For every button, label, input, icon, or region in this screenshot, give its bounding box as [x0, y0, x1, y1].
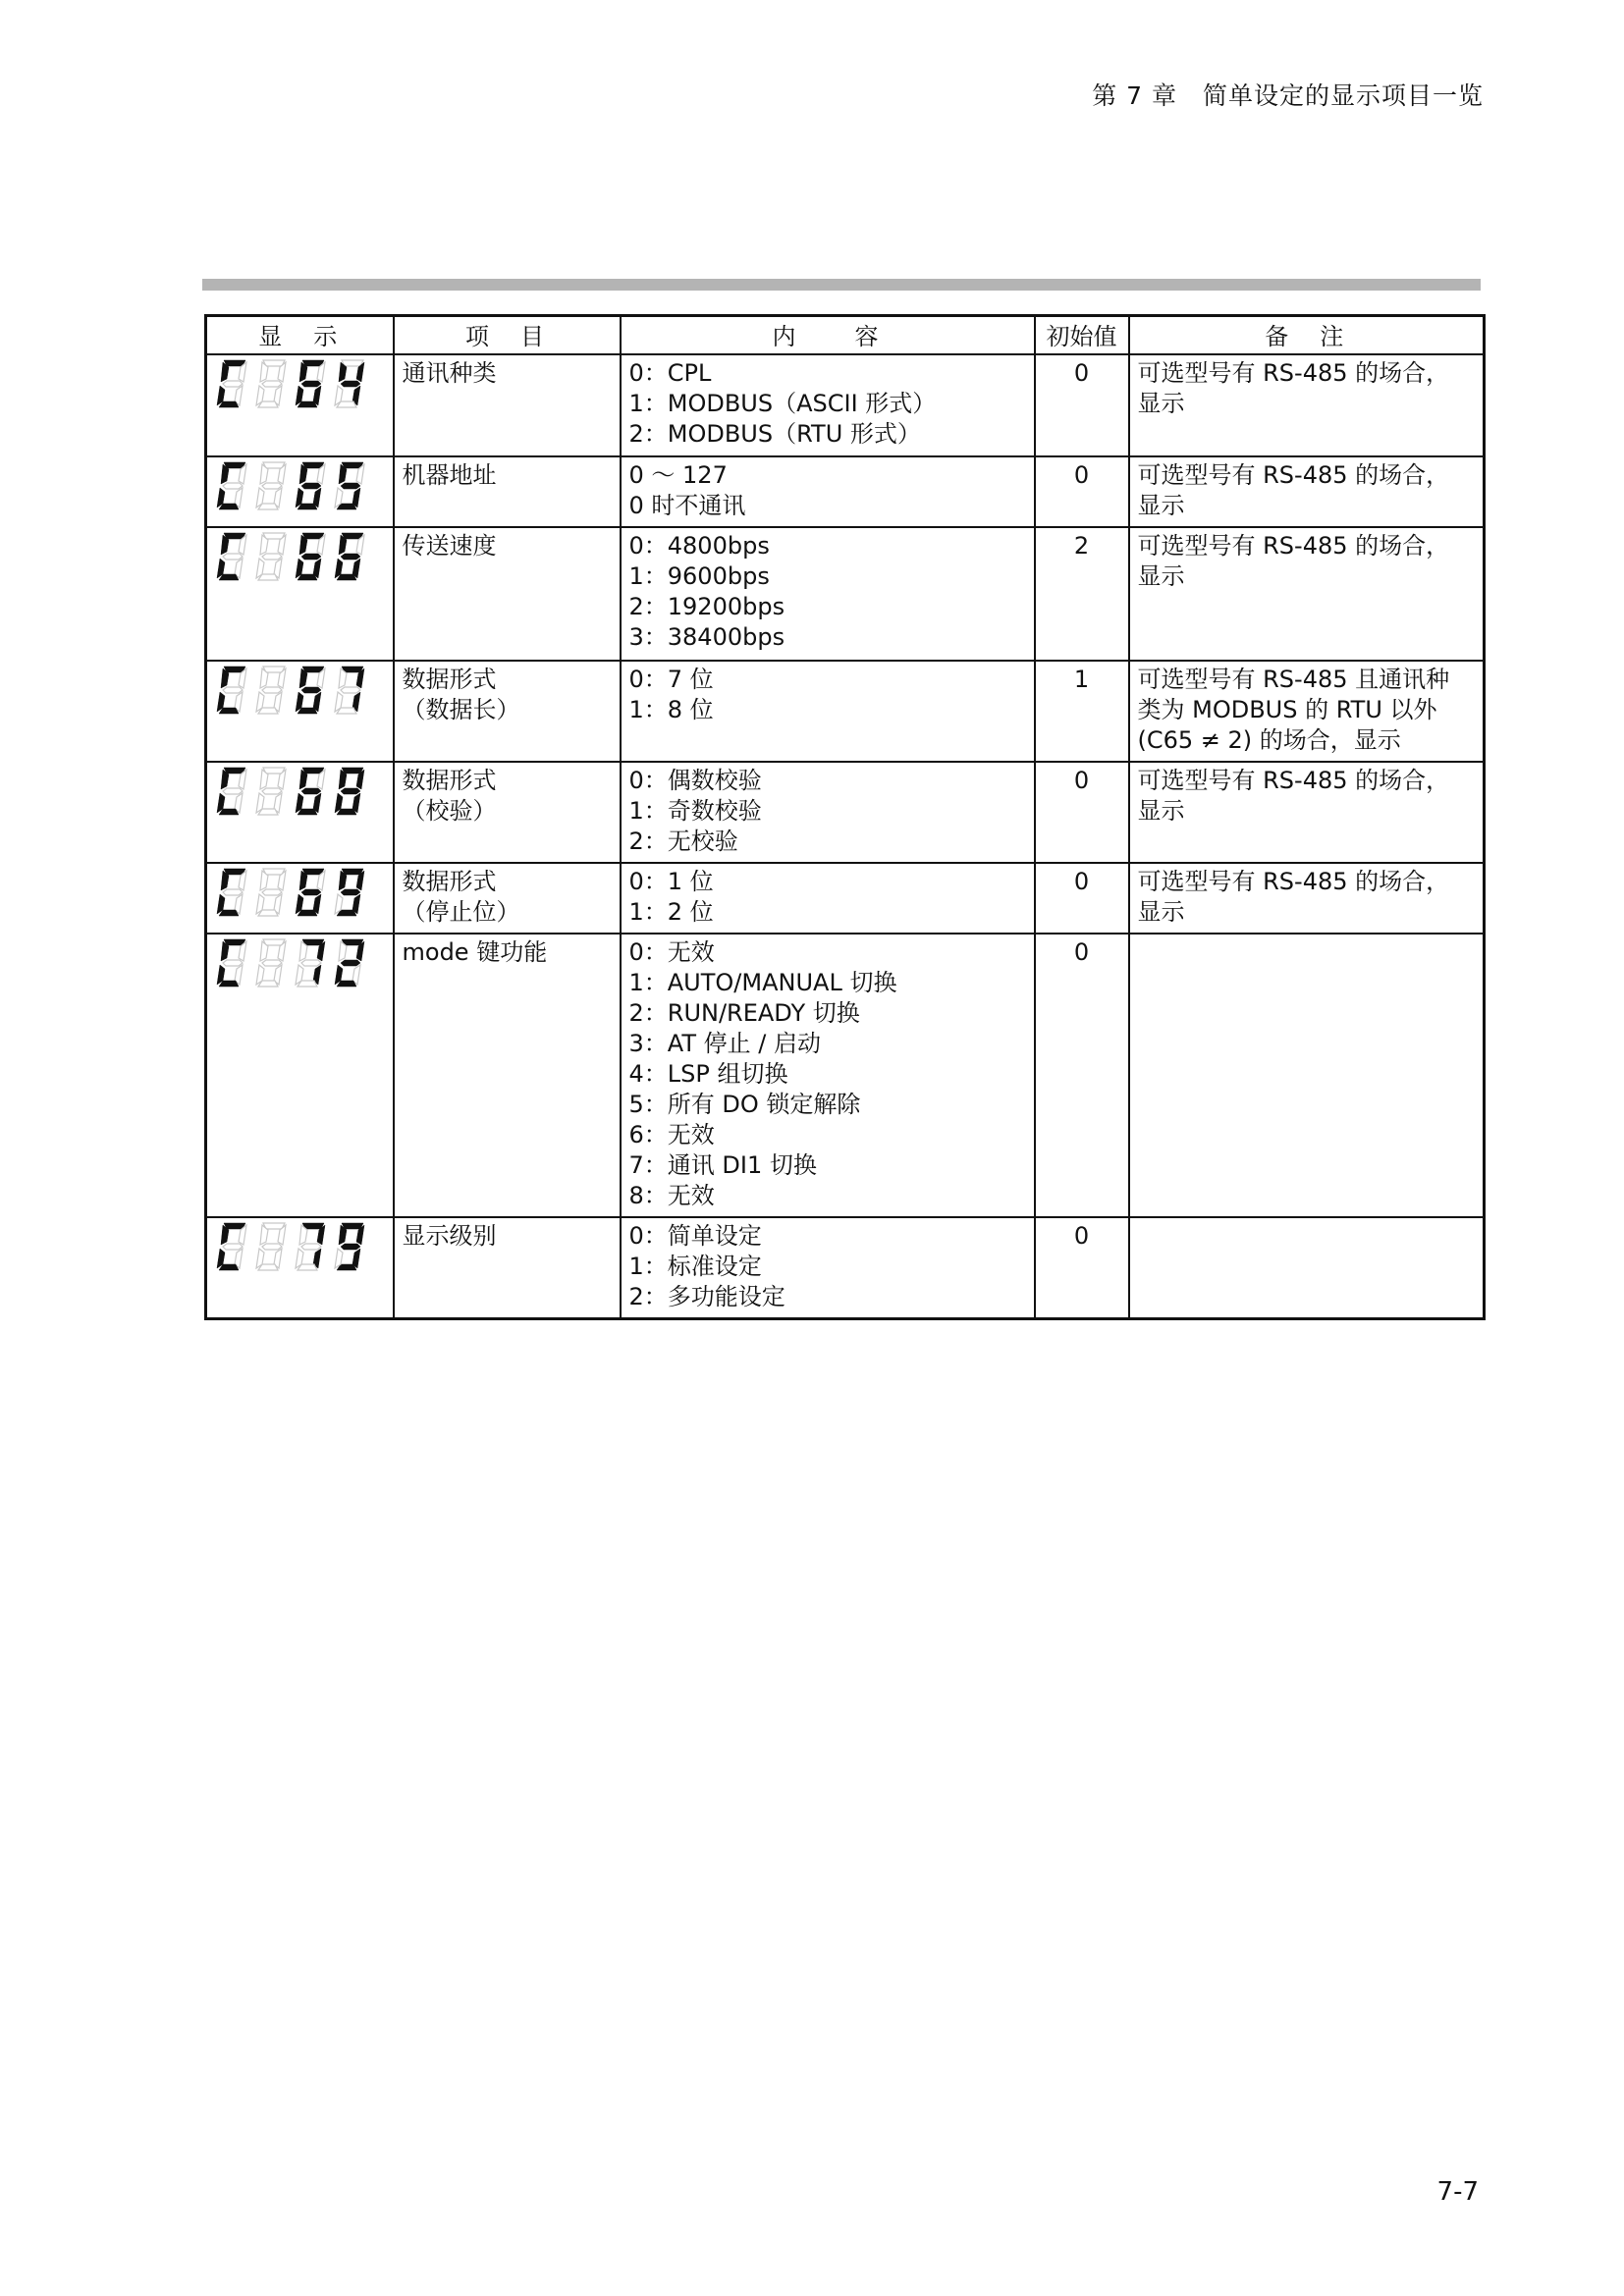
content-line: 0：偶数校验 [628, 767, 762, 794]
segment-digit [333, 358, 368, 409]
notes-cell [1129, 1217, 1485, 1319]
content-cell [621, 934, 1035, 1217]
content-line: 2：MODBUS（RTU 形式） [628, 420, 921, 448]
item-line: （校验） [402, 797, 497, 825]
notes-line: 显示 [1137, 390, 1185, 417]
segment-display [215, 460, 385, 511]
notes-line: 类为 MODBUS 的 RTU 以外 [1137, 696, 1437, 723]
item-line: 数据形式 [402, 666, 497, 693]
item-cell [394, 1217, 621, 1319]
content-line: 2：无校验 [628, 828, 738, 855]
content-line: 2：RUN/READY 切换 [628, 999, 860, 1027]
content-line: 1：标准设定 [628, 1253, 762, 1280]
notes-line: 显示 [1137, 898, 1185, 926]
content-line: 4：LSP 组切换 [628, 1060, 788, 1088]
header-content: 内 容 [621, 316, 1035, 355]
segment-g [301, 381, 321, 387]
segment-display [215, 531, 385, 582]
segment-digit [215, 358, 250, 409]
initial-value-cell: 0 [1035, 354, 1129, 456]
segment-digit [333, 867, 368, 918]
initial-value-cell: 0 [1035, 1217, 1129, 1319]
content-line: 1：AUTO/MANUAL 切换 [628, 969, 897, 996]
item-cell [394, 934, 621, 1217]
table-header-row [206, 316, 1485, 355]
segment-g [341, 483, 360, 489]
table-row [206, 863, 1485, 934]
content-line: 1：MODBUS（ASCII 形式） [628, 390, 937, 417]
display-code-cell [206, 934, 394, 1217]
display-code-cell [206, 456, 394, 527]
notes-line: 可选型号有 RS-485 的场合， [1137, 532, 1450, 560]
notes-line: 显示 [1137, 492, 1185, 519]
segment-display [215, 867, 385, 918]
parameter-table [204, 314, 1486, 1320]
notes-cell [1129, 934, 1485, 1217]
segment-digit-blank [254, 766, 290, 817]
item-cell [394, 527, 621, 661]
segment-g [223, 960, 243, 966]
segment-digit-blank [254, 937, 290, 988]
segment-digit [333, 937, 368, 988]
segment-digit [215, 937, 250, 988]
segment-display [215, 766, 385, 817]
display-code-cell [206, 354, 394, 456]
segment-a [342, 1223, 363, 1229]
item-cell [394, 863, 621, 934]
segment-g [223, 687, 243, 693]
segment-digit [294, 867, 329, 918]
item-line: 数据形式 [402, 868, 497, 895]
content-line: 0：1 位 [628, 868, 714, 895]
content-line: 0：4800bps [628, 532, 770, 560]
segment-g [301, 687, 321, 693]
content-line: 1：8 位 [628, 696, 714, 723]
table-row [206, 934, 1485, 1217]
content-cell [621, 456, 1035, 527]
segment-digit-blank [254, 665, 290, 716]
notes-line: 可选型号有 RS-485 的场合， [1137, 359, 1450, 387]
notes-line: 显示 [1137, 797, 1185, 825]
segment-digit [215, 867, 250, 918]
item-line: 数据形式 [402, 767, 497, 794]
header-item: 项 目 [394, 316, 621, 355]
segment-g [301, 889, 321, 895]
notes-line: 可选型号有 RS-485 的场合， [1137, 461, 1450, 489]
table-row [206, 1217, 1485, 1319]
segment-g [341, 960, 360, 966]
display-code-cell [206, 1217, 394, 1319]
initial-value-cell: 0 [1035, 456, 1129, 527]
segment-digit [215, 766, 250, 817]
segment-digit [215, 531, 250, 582]
segment-digit-blank [254, 460, 290, 511]
segment-g [223, 483, 243, 489]
segment-g [223, 889, 243, 895]
content-line: 0：无效 [628, 938, 715, 966]
notes-cell [1129, 762, 1485, 863]
initial-value-cell: 0 [1035, 762, 1129, 863]
segment-display [215, 358, 385, 409]
notes-cell [1129, 661, 1485, 762]
segment-digit-blank [254, 358, 290, 409]
segment-g [262, 381, 282, 387]
table-row [206, 661, 1485, 762]
item-line: 显示级别 [402, 1222, 497, 1250]
item-cell [394, 762, 621, 863]
segment-g [301, 554, 321, 560]
table-row [206, 354, 1485, 456]
segment-digit [215, 460, 250, 511]
content-cell [621, 863, 1035, 934]
segment-digit [294, 358, 329, 409]
notes-line: 显示 [1137, 562, 1185, 590]
segment-digit [294, 460, 329, 511]
initial-value-cell: 2 [1035, 527, 1129, 661]
segment-digit [294, 665, 329, 716]
segment-a [342, 360, 363, 366]
notes-cell [1129, 354, 1485, 456]
segment-g [262, 889, 282, 895]
segment-digit [333, 460, 368, 511]
segment-digit-blank [254, 531, 290, 582]
segment-g [262, 483, 282, 489]
initial-value-cell: 1 [1035, 661, 1129, 762]
page-number: 7-7 [1436, 2177, 1479, 2207]
segment-g [301, 483, 321, 489]
notes-cell [1129, 527, 1485, 661]
segment-display [215, 937, 385, 988]
content-line: 6：无效 [628, 1121, 715, 1148]
segment-digit [333, 766, 368, 817]
segment-digit [333, 1221, 368, 1272]
content-line: 0：CPL [628, 359, 712, 387]
item-line: 机器地址 [402, 461, 497, 489]
segment-a [342, 869, 363, 875]
segment-digit [294, 531, 329, 582]
segment-digit-blank [254, 867, 290, 918]
segment-g [301, 788, 321, 794]
content-line: 0 时不通讯 [628, 492, 746, 519]
segment-digit [294, 766, 329, 817]
notes-cell [1129, 863, 1485, 934]
header-initial: 初始值 [1035, 316, 1129, 355]
content-line: 5：所有 DO 锁定解除 [628, 1091, 861, 1118]
notes-cell [1129, 456, 1485, 527]
segment-g [262, 788, 282, 794]
display-code-cell [206, 527, 394, 661]
table-row [206, 527, 1485, 661]
segment-g [341, 788, 360, 794]
content-line: 0：简单设定 [628, 1222, 762, 1250]
segment-g [262, 554, 282, 560]
content-line: 3：AT 停止 / 启动 [628, 1030, 821, 1057]
content-cell [621, 1217, 1035, 1319]
content-line: 3：38400bps [628, 623, 785, 651]
content-cell [621, 354, 1035, 456]
segment-g [223, 788, 243, 794]
notes-line: (C65 ≠ 2) 的场合，显示 [1137, 726, 1401, 754]
segment-digit [333, 531, 368, 582]
segment-g [341, 889, 360, 895]
segment-digit [294, 937, 329, 988]
segment-a [342, 768, 363, 774]
content-line: 1：奇数校验 [628, 797, 762, 825]
segment-digit [294, 1221, 329, 1272]
segment-digit-blank [254, 1221, 290, 1272]
initial-value-cell: 0 [1035, 863, 1129, 934]
table-row [206, 762, 1485, 863]
content-line: 7：通讯 DI1 切换 [628, 1151, 817, 1179]
content-line: 8：无效 [628, 1182, 715, 1209]
segment-digit [215, 665, 250, 716]
display-code-cell [206, 863, 394, 934]
header-display: 显 示 [206, 316, 394, 355]
segment-digit [215, 1221, 250, 1272]
content-cell [621, 661, 1035, 762]
item-line: mode 键功能 [402, 938, 548, 966]
segment-digit [333, 665, 368, 716]
segment-g [341, 687, 360, 693]
item-cell [394, 456, 621, 527]
notes-line: 可选型号有 RS-485 的场合， [1137, 868, 1450, 895]
content-line: 1：9600bps [628, 562, 770, 590]
segment-g [223, 381, 243, 387]
segment-g [223, 1244, 243, 1250]
content-cell [621, 762, 1035, 863]
header-notes: 备 注 [1129, 316, 1485, 355]
chapter-header: 第 7 章 简单设定的显示项目一览 [1092, 81, 1484, 110]
segment-display [215, 665, 385, 716]
item-cell [394, 661, 621, 762]
segment-g [262, 1244, 282, 1250]
content-line: 1：2 位 [628, 898, 714, 926]
section-rule [202, 279, 1481, 291]
content-line: 0 ～ 127 [628, 461, 728, 489]
item-line: （数据长） [402, 696, 520, 723]
content-cell [621, 527, 1035, 661]
segment-g [341, 381, 360, 387]
content-line: 2：多功能设定 [628, 1283, 785, 1310]
initial-value-cell: 0 [1035, 934, 1129, 1217]
segment-g [301, 1244, 321, 1250]
item-line: 通讯种类 [402, 359, 497, 387]
segment-g [262, 687, 282, 693]
segment-g [301, 960, 321, 966]
segment-g [341, 1244, 360, 1250]
segment-g [262, 960, 282, 966]
segment-g [341, 554, 360, 560]
item-line: （停止位） [402, 898, 520, 926]
notes-line: 可选型号有 RS-485 且通讯种 [1137, 666, 1450, 693]
table-row [206, 456, 1485, 527]
content-line: 2：19200bps [628, 593, 785, 620]
item-cell [394, 354, 621, 456]
item-line: 传送速度 [402, 532, 497, 560]
content-line: 0：7 位 [628, 666, 714, 693]
display-code-cell [206, 762, 394, 863]
notes-line: 可选型号有 RS-485 的场合， [1137, 767, 1450, 794]
segment-g [223, 554, 243, 560]
segment-display [215, 1221, 385, 1272]
display-code-cell [206, 661, 394, 762]
